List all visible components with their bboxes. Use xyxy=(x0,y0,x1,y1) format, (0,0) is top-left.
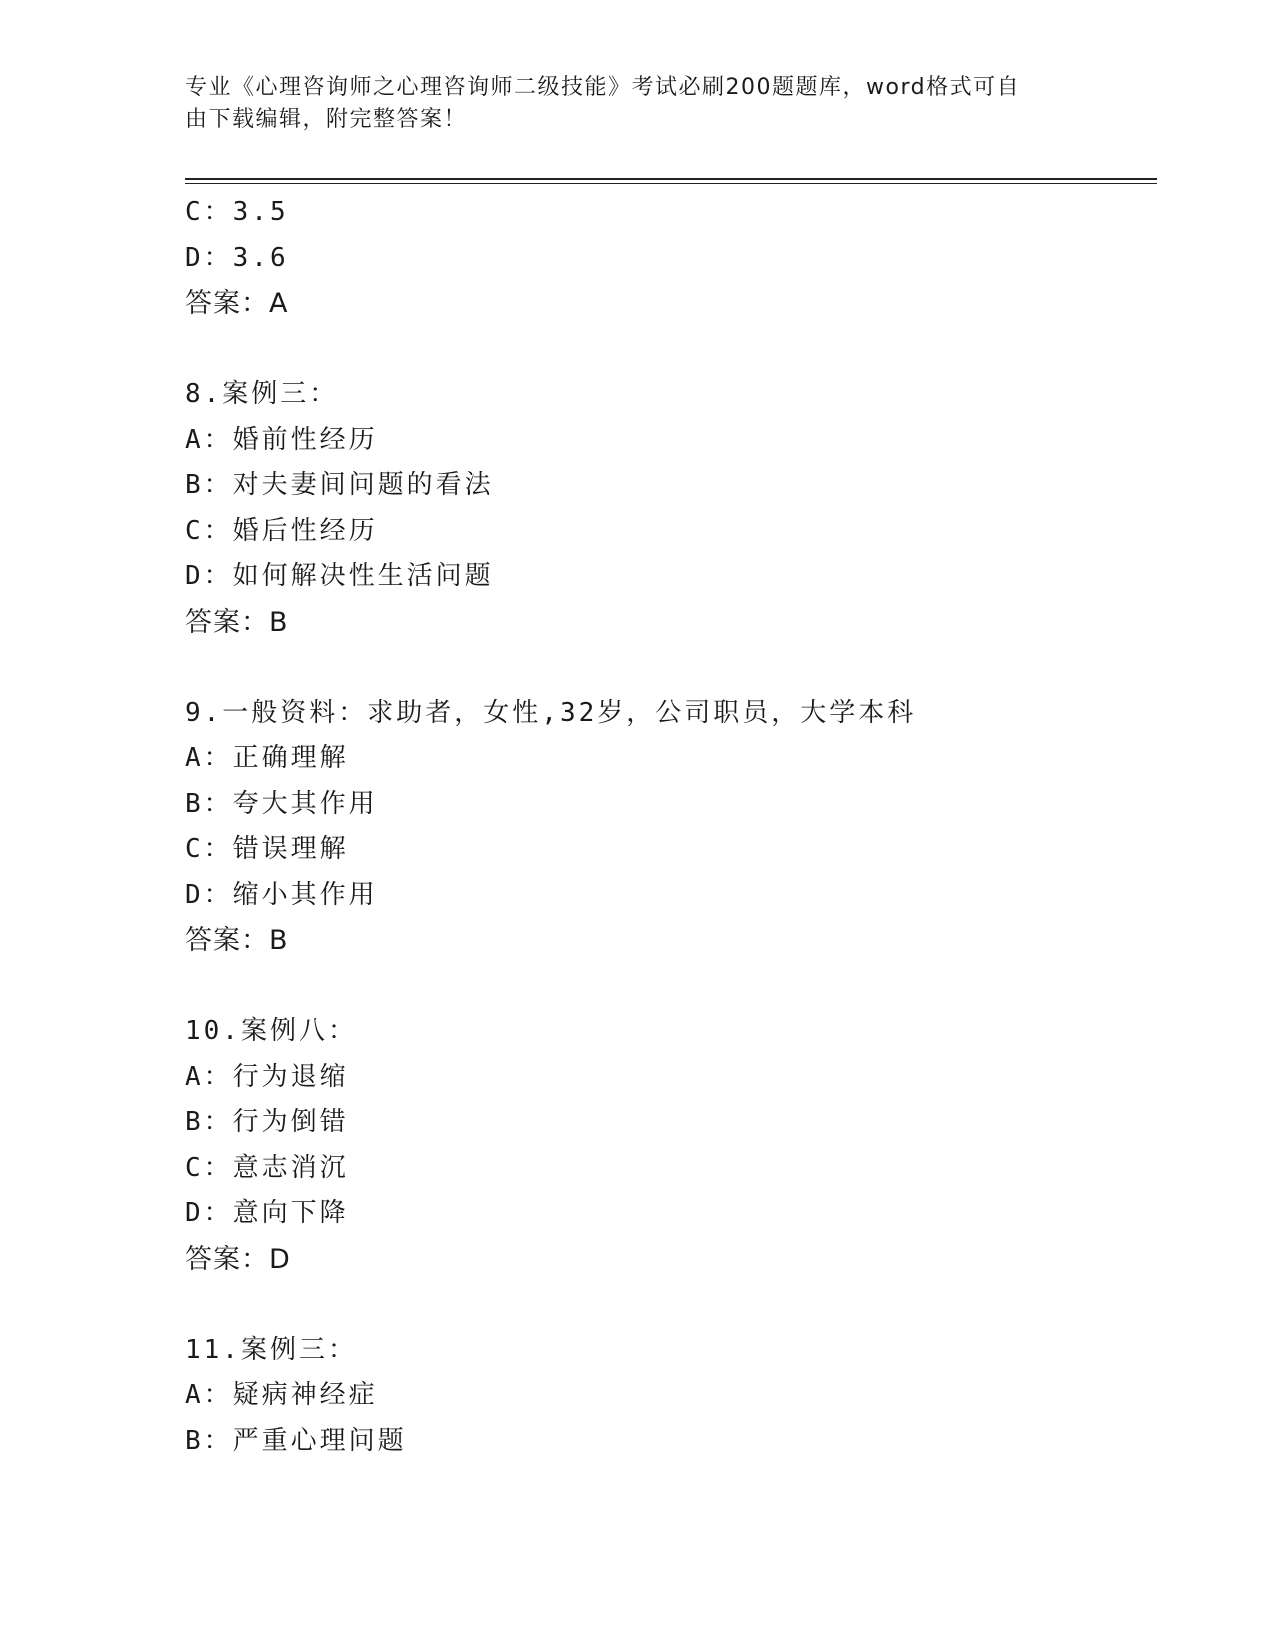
option-d: D：3.6 xyxy=(185,242,289,273)
option-c: C：婚后性经历 xyxy=(185,515,378,546)
option-a: A：正确理解 xyxy=(185,743,349,773)
question-block-10 xyxy=(185,1009,1145,1282)
option-d: D：如何解决性生活问题 xyxy=(185,561,494,591)
question-text: 9.一般资料：求助者，女性,32岁，公司职员，大学本科 xyxy=(185,697,917,728)
option-a: A：行为退缩 xyxy=(185,1061,349,1092)
answer: 答案：B xyxy=(185,925,289,956)
question-block-9 xyxy=(185,691,1145,964)
option-d: D：意向下降 xyxy=(185,1198,349,1228)
answer: 答案：B xyxy=(185,606,289,638)
spacer xyxy=(185,645,1145,691)
document-header xyxy=(185,72,1065,136)
spacer xyxy=(185,964,1145,1010)
question-text: 11.案例三： xyxy=(185,1334,357,1365)
question-text: 10.案例八： xyxy=(185,1016,357,1046)
option-d: D：缩小其作用 xyxy=(185,879,378,910)
question-block-11 xyxy=(185,1328,1145,1465)
spacer xyxy=(185,1282,1145,1328)
answer: 答案：A xyxy=(185,288,289,319)
option-c: C：错误理解 xyxy=(185,834,349,864)
question-block-8 xyxy=(185,372,1145,645)
option-c: C：3.5 xyxy=(185,197,289,227)
answer: 答案：D xyxy=(185,1243,291,1275)
option-b: B：行为倒错 xyxy=(185,1107,349,1137)
spacer xyxy=(185,327,1145,373)
header-divider-thin xyxy=(185,183,1157,184)
option-a: A：疑病神经症 xyxy=(185,1380,378,1410)
option-b: B：严重心理问题 xyxy=(185,1425,407,1456)
option-a: A：婚前性经历 xyxy=(185,424,378,455)
header-line-2: 由下载编辑，附完整答案！ xyxy=(185,107,468,132)
option-c: C：意志消沉 xyxy=(185,1152,349,1183)
question-text: 8.案例三： xyxy=(185,379,339,409)
option-b: B：对夫妻间问题的看法 xyxy=(185,470,494,500)
header-divider-thick xyxy=(185,178,1157,180)
header-line-1: 专业《心理咨询师之心理咨询师二级技能》考试必刷200题题库，word格式可自 xyxy=(185,75,1021,100)
option-b: B：夸大其作用 xyxy=(185,788,378,819)
question-list xyxy=(185,190,1145,1464)
question-block-continued xyxy=(185,190,1145,327)
